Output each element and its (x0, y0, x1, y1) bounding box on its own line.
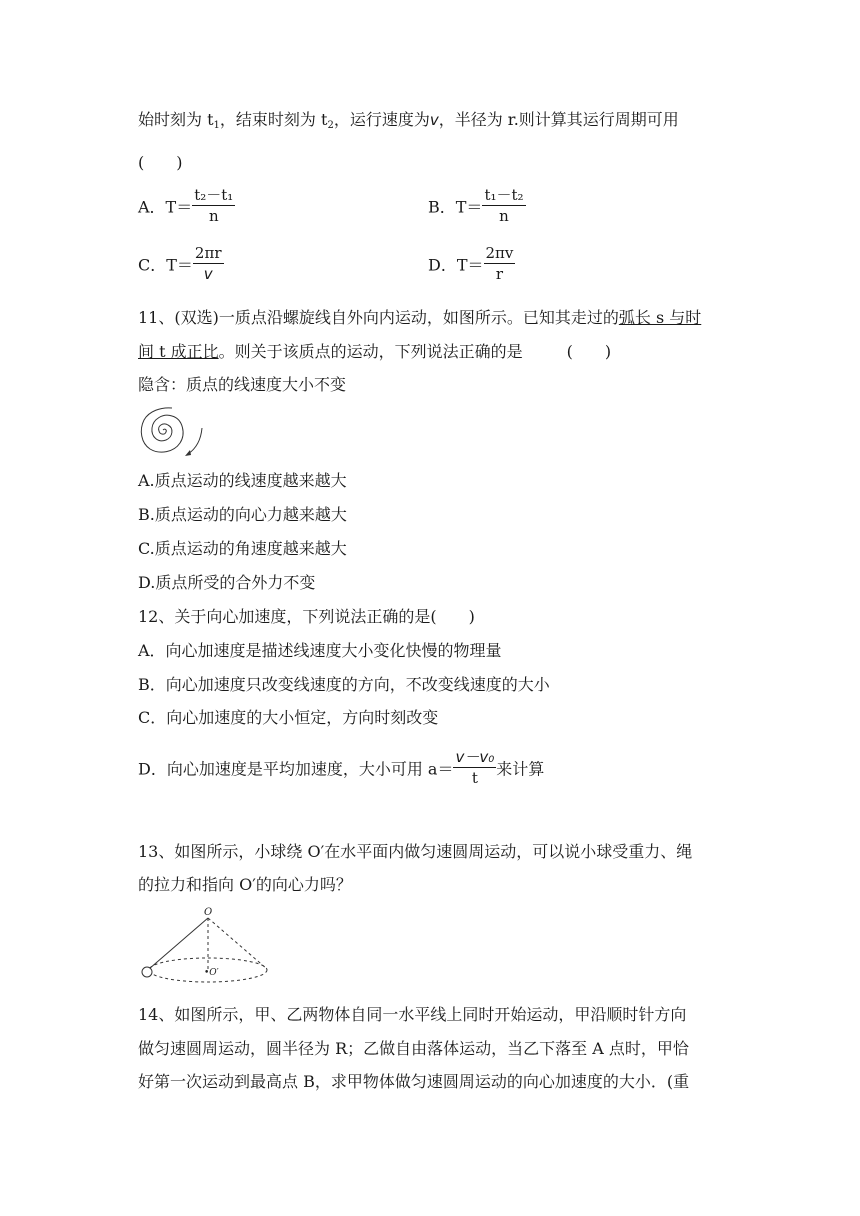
label-o-prime: •O′ (204, 968, 219, 978)
q10-text-a: 始时刻为 t (138, 110, 214, 129)
q12-option-d (138, 748, 545, 788)
denominator: r (495, 265, 504, 283)
q14-stem-line2: 做匀速圆周运动，圆半径为 R；乙做自由落体运动，当乙下落至 A 点时，甲恰 (138, 1039, 689, 1058)
q12-option-c: C．向心加速度的大小恒定，方向时刻改变 (138, 708, 439, 727)
q10-sub2: 2 (327, 120, 334, 131)
q11-option-b: B.质点运动的向心力越来越大 (138, 505, 347, 524)
q11-text-b: 。则关于该质点的运动，下列说法正确的是 (218, 342, 523, 361)
q11-hint: 隐含：质点的线速度大小不变 (138, 375, 347, 394)
arrow-icon (185, 450, 191, 456)
q10-option-d-label: D．T＝ (428, 255, 484, 275)
q10-text-c: ，运行速度为 (333, 110, 430, 129)
q10-option-c-label: C．T＝ (138, 255, 193, 275)
q12-option-d-suffix: 来计算 (496, 759, 545, 779)
dashed-slant (208, 918, 267, 969)
q10-stem-line (138, 112, 679, 131)
q11-text-a: 11、(双选)一质点沿螺旋线自外向内运动，如图所示。已知其走过的 (138, 308, 619, 327)
q11-option-c: C.质点运动的角速度越来越大 (138, 539, 347, 558)
fraction (192, 188, 235, 224)
spiral-figure (136, 406, 208, 458)
q11-stem-line1 (138, 310, 701, 326)
q12-option-b: B．向心加速度只改变线速度的方向，不改变线速度的大小 (138, 675, 550, 694)
q10-option-b-label: B．T＝ (428, 197, 483, 217)
spiral-tail (188, 428, 202, 454)
q11-answer-paren: ( ) (566, 342, 612, 361)
fraction (193, 246, 224, 282)
q12-option-a: A．向心加速度是描述线速度大小变化快慢的物理量 (138, 641, 502, 660)
q10-text-b: ，结束时刻为 t (219, 110, 328, 129)
string-line (149, 918, 208, 969)
denominator: v (203, 265, 213, 283)
q10-sub1: 1 (213, 120, 220, 131)
q10-option-d (428, 244, 515, 284)
q10-v: v (429, 111, 439, 129)
numerator: t₁－t₂ (484, 186, 524, 204)
q12-option-d-text: D．向心加速度是平均加速度，大小可用 a＝ (138, 759, 454, 779)
cone-pendulum-figure (136, 902, 276, 986)
q13-stem-line1: 13、如图所示，小球绕 O′在水平面内做匀速圆周运动，可以说小球受重力、绳 (138, 842, 693, 861)
q10-text-d: ，半径为 r.则计算其运行周期可用 (438, 110, 679, 129)
fraction (484, 246, 516, 282)
q11-underlined-b: 间 t 成正比 (138, 342, 219, 361)
q13-stem-line2: 的拉力和指向 O′的向心力吗？ (138, 875, 352, 894)
numerator: 2πr (194, 244, 222, 262)
q14-stem-line3: 好第一次运动到最高点 B，求甲物体做匀速圆周运动的向心加速度的大小．(重 (138, 1072, 690, 1091)
q11-stem-line2 (138, 344, 611, 360)
q10-option-a-label: A．T＝ (138, 197, 193, 217)
q11-underlined-a: 弧长 s 与时 (618, 308, 702, 327)
q12-stem: 12、关于向心加速度，下列说法正确的是( ) (138, 607, 475, 626)
q10-option-a (138, 186, 235, 226)
numerator: t₂－t₁ (194, 186, 234, 204)
spiral-path (141, 408, 183, 452)
fraction (482, 188, 525, 224)
ball (142, 967, 152, 977)
q10-option-c (138, 244, 224, 284)
q14-stem-line1: 14、如图所示，甲、乙两物体自同一水平线上同时开始运动，甲沿顺时针方向 (138, 1005, 687, 1024)
q10-answer-paren: ( ) (138, 153, 183, 172)
q10-option-b (428, 186, 526, 226)
q11-option-d: D.质点所受的合外力不变 (138, 573, 316, 592)
numerator: v－v₀ (455, 748, 495, 766)
fraction (453, 750, 496, 786)
label-o: O (204, 907, 213, 918)
numerator: 2πv (485, 244, 514, 262)
denominator: t (471, 769, 478, 787)
denominator: n (208, 207, 219, 225)
q11-option-a: A.质点运动的线速度越来越大 (138, 471, 347, 490)
denominator: n (499, 207, 509, 225)
